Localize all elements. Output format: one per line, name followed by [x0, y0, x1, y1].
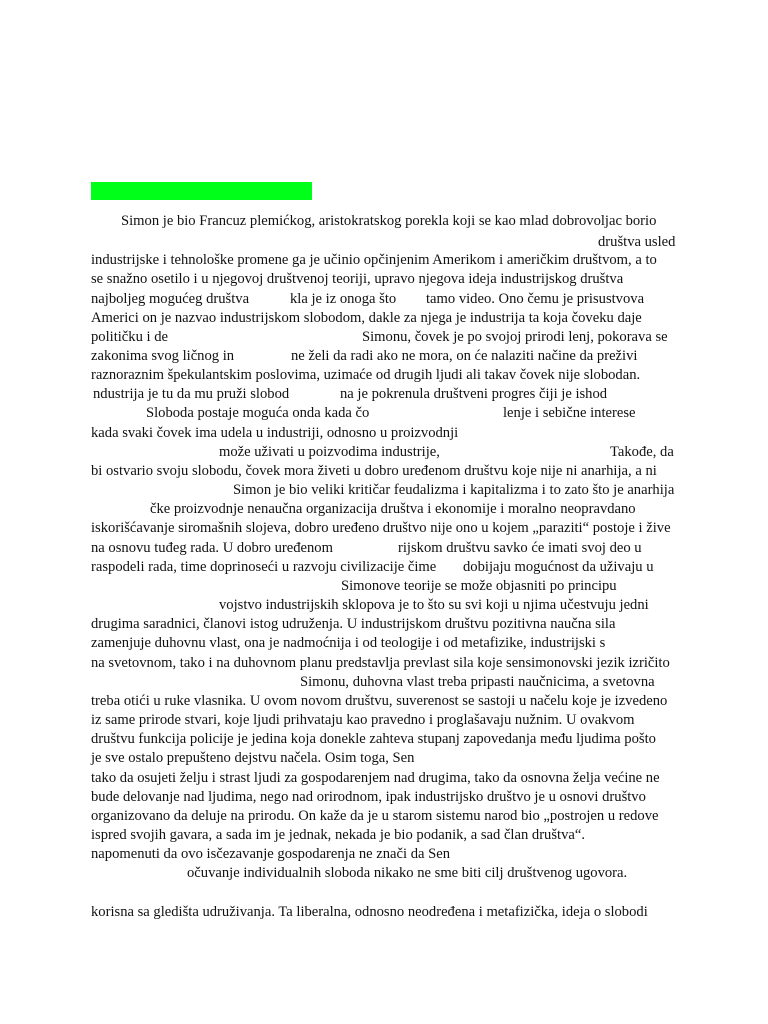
text-line: dobijaju mogućnost da uživaju u	[463, 559, 654, 575]
text-line: očuvanje individualnih sloboda nikako ne sme biti cilj društvenog ugovora.	[187, 865, 628, 881]
text-line: zakonima svog ličnog in	[91, 348, 235, 364]
text-line: bi ostvario svoju slobodu, čovek mora živeti u dobro uređenom društvu koje nije ni anarhija, a ni	[91, 463, 657, 479]
text-line: ndustrija je tu da mu pruži slobod	[93, 386, 290, 402]
text-line: tamo video. Ono čemu je prisustvova	[426, 291, 645, 307]
text-line: političku i de	[91, 329, 169, 345]
text-line: najboljeg mogućeg društva	[91, 291, 250, 307]
text-line: rijskom društvu savko će imati svoj deo u	[398, 540, 642, 556]
text-line: Sloboda postaje moguća onda kada čo	[146, 405, 370, 421]
text-line: kla je iz onoga što	[290, 291, 397, 307]
text-line: bude delovanje nad ljudima, nego nad orirodnom, ipak industrijsko društvo je u osnovi društvo	[91, 789, 646, 805]
text-line: Simonu, čovek je po svojoj prirodi lenj, pokorava se	[362, 329, 668, 345]
text-line: raznoraznim špekulantskim poslovima, uzimaće od drugih ljudi ali takav čovek nije slobodan.	[91, 367, 641, 383]
text-line: Simonu, duhovna vlast treba pripasti naučnicima, a svetovna	[300, 674, 655, 690]
text-line: ne želi da radi ako ne mora, on će nalaziti načine da preživi	[291, 348, 638, 364]
text-line: iskorišćavanje siromašnih slojeva, dobro uređeno društvo nije ono u kojem „paraziti“ postoje i žive	[91, 520, 671, 536]
text-line: industrijske i tehnološke promene ga je učinio opčinjenim Amerikom i američkim društvom, a to	[91, 252, 657, 268]
text-line: se snažno osetilo i u njegovoj društvenoj teoriji, upravo njegova ideja industrijskog društva	[91, 271, 624, 287]
text-line: je sve ostalo prepušteno dejstvu načela. Osim toga, Sen	[91, 750, 415, 766]
text-line: društvu funkcija policije je jedina koja donekle zahteva stupanj zapovedanja među ljudima pošto	[91, 731, 656, 747]
text-line: Americi on je nazvao industrijskom slobodom, dakle za njega je industrija ta koja čoveku daje	[91, 310, 642, 326]
text-line: čke proizvodnje nenaučna organizacija društva i ekonomije i moralno neopravdano	[150, 501, 636, 517]
highlight-bar	[91, 182, 312, 200]
text-line: Simonove teorije se može objasniti po principu	[341, 578, 617, 594]
text-line: na je pokrenula društveni progres čiji je ishod	[340, 386, 608, 402]
text-line: Simon je bio veliki kritičar feudalizma i kapitalizma i to zato što je anarhija	[233, 482, 675, 498]
text-line: kada svaki čovek ima udela u industriji, odnosno u proizvodnji	[91, 425, 459, 441]
text-line: može uživati u poizvodima industrije,	[219, 444, 440, 460]
text-line: treba otići u ruke vlasnika. U ovom novom društvu, suverenost se sastoji u načelu koje je izvedeno	[91, 693, 668, 709]
text-line: vojstvo industrijskih sklopova je to što su svi koji u njima učestvuju jedni	[219, 597, 649, 613]
text-line: zamenjuje duhovnu vlast, ona je nadmoćnija i od teologije i od metafizike, industrijski s	[91, 635, 606, 651]
text-line: društva usled	[598, 234, 676, 250]
text-line: Simon je bio Francuz plemićkog, aristokratskog porekla koji se kao mlad dobrovoljac borio	[121, 213, 657, 229]
text-line: drugima saradnici, članovi istog udruženja. U industrijskom društvu pozitivna naučna sila	[91, 616, 616, 632]
text-line: lenje i sebične interese	[503, 405, 636, 421]
text-line: tako da osujeti želju i strast ljudi za gospodarenjem nad drugima, tako da osnovna želja većine ne	[91, 770, 660, 786]
text-line: korisna sa gledišta udruživanja. Ta liberalna, odnosno neodređena i metafizička, ideja o slobodi	[91, 904, 648, 920]
text-line: na svetovnom, tako i na duhovnom planu predstavlja prevlast sila koje sensimonovski jezik izričito	[91, 655, 670, 671]
text-line: napomenuti da ovo isčezavanje gospodarenja ne znači da Sen	[91, 846, 451, 862]
text-line: na osnovu tuđeg rada. U dobro uređenom	[91, 540, 333, 556]
text-line: iz same prirode stvari, koje ljudi prihvataju kao pravedno i proglašavaju nužnim. U ovakvom	[91, 712, 635, 728]
text-line: Takođe, da	[610, 444, 674, 460]
text-line: organizovano da deluje na prirodu. On kaže da je u starom sistemu narod bio „postrojen u redove	[91, 808, 659, 824]
text-line: raspodeli rada, time doprinoseći u razvoju civilizacije čime	[91, 559, 437, 575]
text-line: ispred svojih gavara, a sada im je jednak, nekada je bio podanik, a sad član društva“.	[91, 827, 585, 843]
